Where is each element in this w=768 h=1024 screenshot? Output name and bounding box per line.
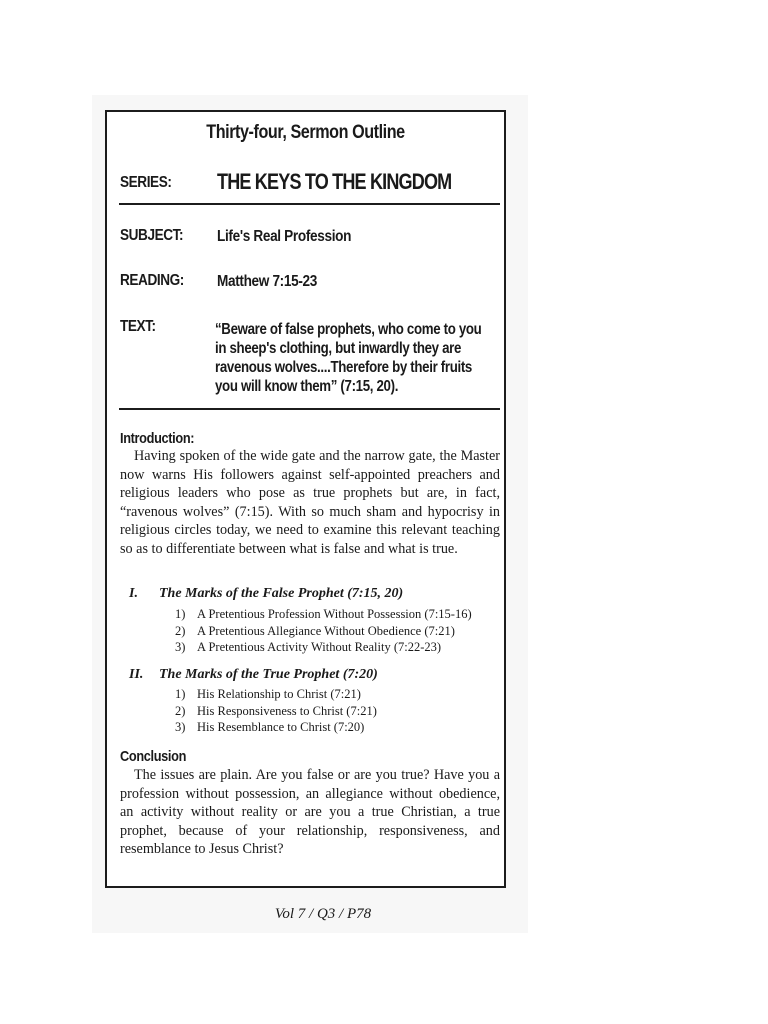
point-2-numeral: II. [129, 667, 144, 682]
series-label: SERIES: [120, 174, 172, 191]
subject-value: Life's Real Profession [217, 228, 352, 245]
list-item: 1) A Pretentious Profession Without Possession (7:15-16) [175, 607, 472, 621]
outline-card [105, 110, 506, 888]
point-2-title: The Marks of the True Prophet (7:20) [159, 667, 378, 682]
text-label: TEXT: [120, 318, 156, 335]
divider-top [119, 203, 500, 205]
text-quote: “Beware of false prophets, who come to you in sheep's clothing, but inwardly they are ravenous wolves....Therefore by their fruits you will know them” (7:15, 20). [215, 321, 482, 395]
list-item: 1) His Relationship to Christ (7:21) [175, 687, 361, 701]
page-reference [0, 906, 768, 923]
point-1-title: The Marks of the False Prophet (7:15, 20) [159, 586, 404, 601]
reading-label: READING: [120, 272, 184, 289]
point-2-heading [129, 667, 378, 683]
point-2-list [175, 686, 377, 736]
list-item: 2) His Responsiveness to Christ (7:21) [175, 703, 377, 718]
page-reference-text: Vol 7 / Q3 / P78 [274, 906, 372, 922]
list-item: 3) A Pretentious Activity Without Reality (7:22-23) [175, 640, 442, 654]
introduction-body: Having spoken of the wide gate and the narrow gate, the Master now warns His followers against self-appointed preachers and religious leaders who pose as true prophets but are, in fact, “ravenous wolves” (7:15). With so much sham and hypocrisy in religious circles today, we need to examine this relevant teaching so as to differentiate between what is false and what is true. [120, 448, 500, 557]
point-1-numeral: I. [129, 586, 138, 601]
divider-bottom [119, 408, 500, 410]
outline-title: Thirty-four, Sermon Outline [206, 122, 405, 143]
reading-value: Matthew 7:15-23 [217, 273, 317, 290]
list-item: 3) His Resemblance to Christ (7:20) [175, 720, 365, 734]
point-1-heading [129, 586, 403, 602]
series-value: THE KEYS TO THE KINGDOM [217, 169, 452, 194]
list-item: 2) A Pretentious Allegiance Without Obedience (7:21) [175, 623, 455, 638]
conclusion-body: The issues are plain. Are you false or are you true? Have you a profession without possession, an allegiance without obedience, an activity without reality or are you a true Christian, a true prophet, because of your relationship, responsiveness, and resemblance to Jesus Christ? [120, 767, 500, 857]
point-1-list [175, 606, 472, 656]
conclusion-heading: Conclusion [120, 748, 187, 765]
subject-label: SUBJECT: [120, 227, 184, 244]
introduction-heading: Introduction: [120, 430, 195, 447]
